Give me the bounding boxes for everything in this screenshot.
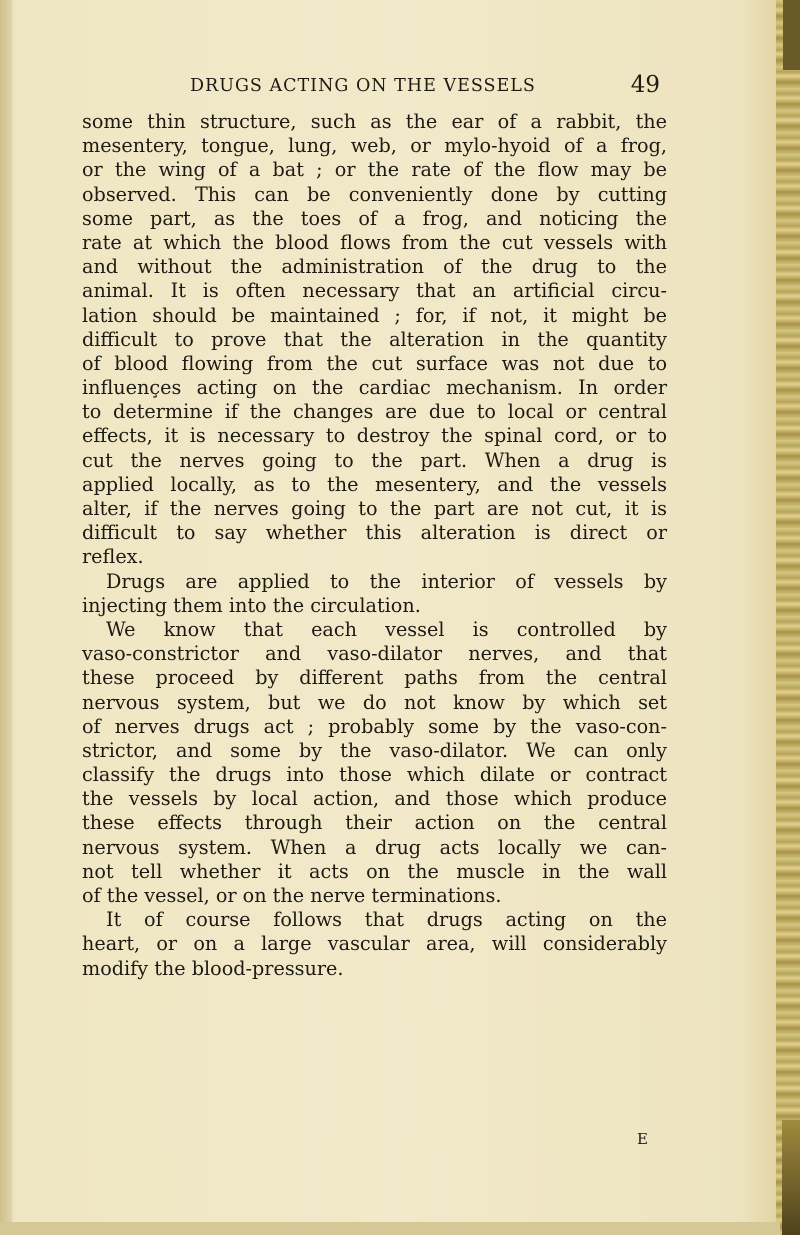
text-line: of blood flowing from the cut surface was not due to [82,351,667,375]
text-line: of nerves drugs act ; probably some by the vaso-con- [82,714,667,738]
text-line: some part, as the toes of a frog, and noticing the [82,206,667,230]
text-line: difficult to prove that the alteration in the quantity [82,327,667,351]
text-line: applied locally, as to the mesentery, and the vessels [82,472,667,496]
text-line: cut the nerves going to the part. When a drug is [82,448,667,472]
text-line: animal. It is often necessary that an artificial circu- [82,279,667,303]
text-line: rate at which the blood flows from the cut vessels with [82,230,667,254]
text-line: nervous system, but we do not know by which set [82,690,667,714]
text-line: modify the blood-pressure. [82,956,344,980]
text-line: of the vessel, or on the nerve terminations. [82,884,502,907]
text-line: or the wing of a bat ; or the rate of the flow may be [82,158,667,182]
text-line: reflex. [82,545,144,569]
running-head-title: DRUGS ACTING ON THE VESSELS [190,76,536,96]
text-line: these effects through their action on the central [82,811,667,835]
signature-mark: E [637,1130,648,1148]
paragraph-start-line: Drugs are applied to the interior of vessels by [106,569,667,593]
text-line: classify the drugs into those which dilate or contract [82,763,667,787]
text-line: lation should be maintained ; for, if not, it might be [82,303,667,327]
text-line: the vessels by local action, and those which produce [82,787,667,811]
text-line: strictor, and some by the vaso-dilator. We can only [82,738,667,762]
text-line: vaso-constrictor and vaso-dilator nerves, and that [82,642,667,666]
text-line: to determine if the changes are due to local or central [82,400,667,424]
text-line: effects, it is necessary to destroy the spinal cord, or to [82,424,667,448]
text-line: alter, if the nerves going to the part are not cut, it is [82,497,667,520]
spine-shadow-top [783,0,800,70]
spine-shadow-bottom [782,1120,800,1235]
text-line: influenҫes acting on the cardiac mechanism. In order [82,376,667,400]
text-line: nervous system. When a drug acts locally we can- [82,835,667,859]
text-line: not tell whether it acts on the muscle in the wall [82,859,667,883]
text-line: observed. This can be conveniently done by cutting [82,182,667,206]
page-left-edge [0,0,12,1235]
paragraph-start-line: We know that each vessel is controlled by [106,617,667,641]
text-line: these proceed by different paths from the central [82,666,667,690]
body-text [82,110,667,981]
text-line: injecting them into the circulation. [82,593,421,617]
text-line: and without the administration of the drug to the [82,255,667,279]
text-line: mesentery, tongue, lung, web, or mylo-hyoid of a frog, [82,134,667,158]
page-bottom-edge [0,1222,780,1235]
running-head [190,72,660,102]
text-line: heart, or on a large vascular area, will considerably [82,932,667,956]
text-line: some thin structure, such as the ear of a rabbit, the [82,110,667,133]
page-number: 49 [630,72,660,98]
book-spine [776,0,800,1235]
paragraph-start-line: It of course follows that drugs acting on the [106,908,667,932]
text-line: difficult to say whether this alteration is direct or [82,521,667,545]
